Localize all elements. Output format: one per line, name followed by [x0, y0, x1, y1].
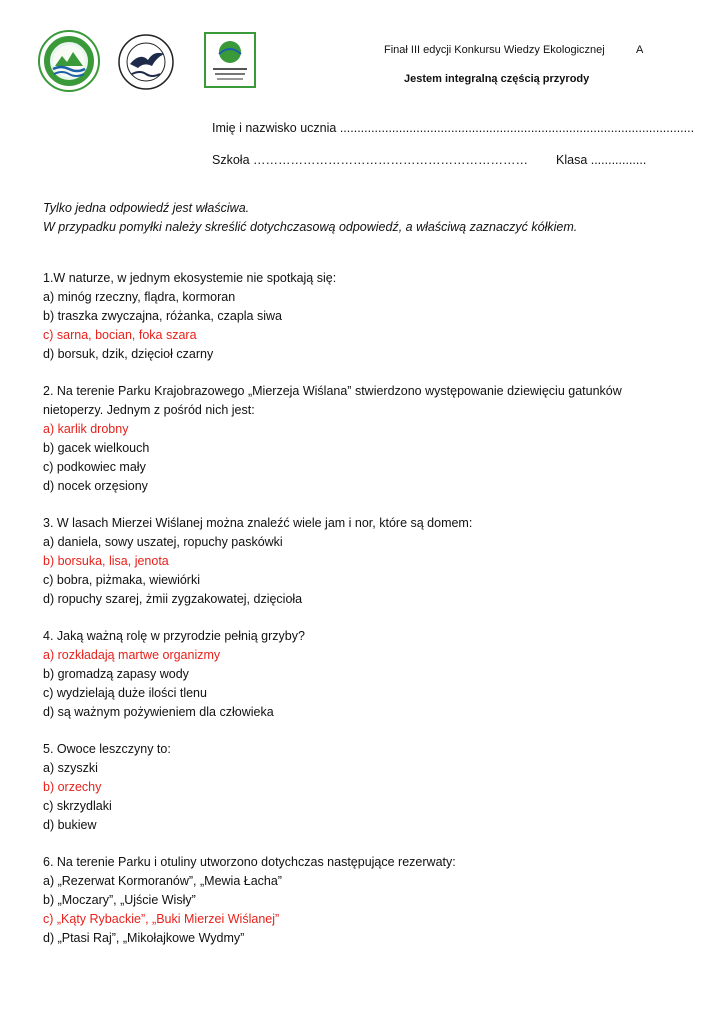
answer-option-correct[interactable]: c) sarna, bocian, foka szara [43, 328, 197, 342]
answer-option[interactable]: c) skrzydlaki [43, 799, 112, 813]
question-4 [43, 627, 683, 722]
question-text: 6. Na terenie Parku i otuliny utworzono dotychczas następujące rezerwaty: [43, 855, 456, 869]
answer-option[interactable]: d) borsuk, dzik, dzięcioł czarny [43, 347, 214, 361]
question-5 [43, 740, 683, 835]
answer-option[interactable]: d) nocek orzęsiony [43, 479, 148, 493]
mierzeja-wislana-park-logo [118, 34, 174, 90]
answer-option[interactable]: a) szyszki [43, 761, 98, 775]
answer-option[interactable]: b) gromadzą zapasy wody [43, 667, 189, 681]
student-name-field[interactable]: Imię i nazwisko ucznia ...................................................................................................... [212, 121, 695, 135]
answer-option[interactable]: c) bobra, piżmaka, wiewiórki [43, 573, 200, 587]
answer-option[interactable]: c) wydzielają duże ilości tlenu [43, 686, 207, 700]
question-1 [43, 269, 683, 364]
answer-option[interactable]: a) daniela, sowy uszatej, ropuchy paskówki [43, 535, 283, 549]
parks-association-logo [38, 30, 100, 92]
question-text: 2. Na terenie Parku Krajobrazowego „Mierzeja Wiślana” stwierdzono występowanie dziewięciu gatunków nietoperzy. Jednym z pośród nich jest: [43, 384, 622, 417]
test-variant-label: A [636, 44, 644, 56]
header-subtitle: Jestem integralną częścią przyrody [404, 73, 590, 85]
question-list [43, 269, 683, 966]
school-field[interactable]: Szkoła ………………………………………………………… [212, 153, 528, 167]
wfos-gdansk-logo [204, 32, 256, 88]
header-title: Finał III edycji Konkursu Wiedzy Ekologicznej [384, 44, 605, 56]
answer-option[interactable]: d) ropuchy szarej, żmii zygzakowatej, dzięcioła [43, 592, 303, 606]
question-2 [43, 382, 683, 496]
instruction-line-1: Tylko jedna odpowiedź jest właściwa. [43, 201, 250, 215]
question-text: 5. Owoce leszczyny to: [43, 742, 171, 756]
answer-option[interactable]: c) podkowiec mały [43, 460, 146, 474]
answer-option[interactable]: b) gacek wielkouch [43, 441, 150, 455]
class-field[interactable]: Klasa ................ [556, 153, 647, 167]
answer-option[interactable]: a) minóg rzeczny, flądra, kormoran [43, 290, 236, 304]
question-text: 1.W naturze, w jednym ekosystemie nie spotkają się: [43, 271, 337, 285]
answer-option[interactable]: d) „Ptasi Raj”, „Mikołajkowe Wydmy” [43, 931, 245, 945]
question-6 [43, 853, 683, 948]
answer-option[interactable]: b) traszka zwyczajna, różanka, czapla siwa [43, 309, 282, 323]
answer-option[interactable]: b) „Moczary”, „Ujście Wisły” [43, 893, 196, 907]
answer-option-correct[interactable]: a) karlik drobny [43, 422, 129, 436]
question-text: 4. Jaką ważną rolę w przyrodzie pełnią grzyby? [43, 629, 305, 643]
instruction-line-2: W przypadku pomyłki należy skreślić dotychczasową odpowiedź, a właściwą zaznaczyć kółkiem. [43, 220, 578, 234]
answer-option-correct[interactable]: b) borsuka, lisa, jenota [43, 554, 169, 568]
answer-option[interactable]: d) są ważnym pożywieniem dla człowieka [43, 705, 274, 719]
answer-option-correct[interactable]: a) rozkładają martwe organizmy [43, 648, 221, 662]
question-3 [43, 514, 683, 609]
answer-option-correct[interactable]: c) „Kąty Rybackie”, „Buki Mierzei Wiślanej” [43, 912, 280, 926]
answer-option-correct[interactable]: b) orzechy [43, 780, 102, 794]
answer-option[interactable]: d) bukiew [43, 818, 97, 832]
question-text: 3. W lasach Mierzei Wiślanej można znaleźć wiele jam i nor, które są domem: [43, 516, 473, 530]
answer-option[interactable]: a) „Rezerwat Kormoranów”, „Mewia Łacha” [43, 874, 282, 888]
